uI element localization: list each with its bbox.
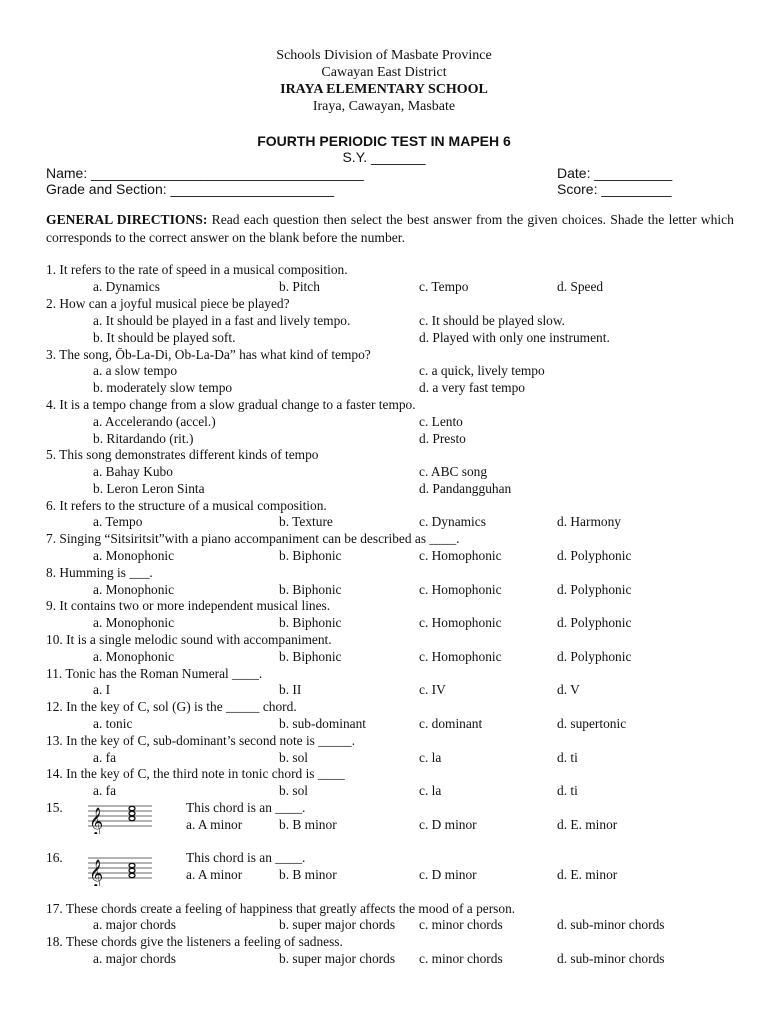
question-1: 1. It refers to the rate of speed in a musical composition. (46, 262, 348, 277)
choice-10c: c. Homophonic (419, 649, 502, 664)
test-title: FOURTH PERIODIC TEST IN MAPEH 6 (257, 133, 511, 149)
question-16: This chord is an ____. (186, 850, 306, 865)
choice-4d: d. Presto (419, 431, 466, 446)
choice-15a: a. A minor (186, 817, 243, 832)
choice-16a: a. A minor (186, 867, 243, 882)
date-field: Date: __________ (557, 165, 673, 181)
choice-6a: a. Tempo (93, 514, 143, 529)
directions-text: Read each question then select the best answer from the given choices. Shade the letter which corresponds to the correct answer on the blank before the number. (46, 212, 734, 245)
choice-9b: b. Biphonic (279, 615, 342, 630)
question-11: 11. Tonic has the Roman Numeral ____. (46, 666, 263, 681)
choice-13a: a. fa (93, 750, 117, 765)
choice-12d: d. supertonic (557, 716, 627, 731)
choice-4b: b. Ritardando (rit.) (93, 431, 194, 446)
choice-11a: a. I (93, 682, 111, 697)
choice-12c: c. dominant (419, 716, 483, 731)
choice-9c: c. Homophonic (419, 615, 502, 630)
choice-5b: b. Leron Leron Sinta (93, 481, 205, 496)
chord-notes-16 (129, 863, 135, 877)
choice-4a: a. Accelerando (accel.) (93, 414, 216, 429)
choice-7d: d. Polyphonic (557, 548, 632, 563)
choice-17c: c. minor chords (419, 917, 503, 932)
question-4: 4. It is a tempo change from a slow gradual change to a faster tempo. (46, 397, 416, 412)
choice-10a: a. Monophonic (93, 649, 175, 664)
choice-3b: b. moderately slow tempo (93, 380, 233, 395)
choice-13b: b. sol (279, 750, 309, 765)
treble-clef-icon: 𝄞 (89, 807, 104, 834)
question-13: 13. In the key of C, sub-dominant’s second note is _____. (46, 733, 356, 748)
choice-6c: c. Dynamics (419, 514, 486, 529)
choice-1a: a. Dynamics (93, 279, 160, 294)
choice-8a: a. Monophonic (93, 582, 175, 597)
choice-14a: a. fa (93, 783, 117, 798)
choice-18d: d. sub-minor chords (557, 951, 665, 966)
choice-8d: d. Polyphonic (557, 582, 632, 597)
question-18: 18. These chords give the listeners a feeling of sadness. (46, 934, 343, 949)
choice-14b: b. sol (279, 783, 309, 798)
choice-5a: a. Bahay Kubo (93, 464, 173, 479)
choice-17a: a. major chords (93, 917, 176, 932)
choice-15b: b. B minor (279, 817, 337, 832)
choice-2b: b. It should be played soft. (93, 330, 236, 345)
choice-16b: b. B minor (279, 867, 337, 882)
choice-5c: c. ABC song (419, 464, 488, 479)
choice-9a: a. Monophonic (93, 615, 175, 630)
choice-3a: a. a slow tempo (93, 363, 178, 378)
choice-2c: c. It should be played slow. (419, 313, 566, 328)
choice-17d: d. sub-minor chords (557, 917, 665, 932)
question-15: This chord is an ____. (186, 800, 306, 815)
name-field: Name: ___________________________________ (46, 165, 364, 181)
choice-10d: d. Polyphonic (557, 649, 632, 664)
choice-17b: b. super major chords (279, 917, 396, 932)
choice-7a: a. Monophonic (93, 548, 175, 563)
question-5: 5. This song demonstrates different kinds of tempo (46, 447, 319, 462)
question-8: 8. Humming is ___. (46, 565, 153, 580)
question-2: 2. How can a joyful musical piece be played? (46, 296, 290, 311)
grade-section-field: Grade and Section: _____________________ (46, 181, 335, 197)
score-field: Score: _________ (557, 181, 672, 197)
choice-13d: d. ti (557, 750, 578, 765)
chord-staff-15 (88, 800, 152, 834)
choice-9d: d. Polyphonic (557, 615, 632, 630)
treble-clef-icon: 𝄞 (89, 859, 104, 886)
choice-15c: c. D minor (419, 817, 477, 832)
choice-3d: d. a very fast tempo (419, 380, 525, 395)
choice-18c: c. minor chords (419, 951, 503, 966)
choice-18a: a. major chords (93, 951, 176, 966)
choice-12a: a. tonic (93, 716, 133, 731)
choice-11b: b. II (279, 682, 302, 697)
division-name: Schools Division of Masbate Province (276, 48, 492, 63)
school-name: IRAYA ELEMENTARY SCHOOL (280, 82, 488, 97)
question-6: 6. It refers to the structure of a musical composition. (46, 498, 327, 513)
district-name: Cawayan East District (321, 65, 447, 80)
choice-15d: d. E. minor (557, 817, 618, 832)
choice-2a: a. It should be played in a fast and lively tempo. (93, 313, 351, 328)
choice-5d: d. Pandangguhan (419, 481, 512, 496)
question-7: 7. Singing “Sitsiritsit”with a piano accompaniment can be described as ____. (46, 531, 460, 546)
question-9: 9. It contains two or more independent musical lines. (46, 598, 331, 613)
choice-2d: d. Played with only one instrument. (419, 330, 610, 345)
question-15-number: 15. (46, 800, 63, 815)
choice-16d: d. E. minor (557, 867, 618, 882)
choice-13c: c. la (419, 750, 442, 765)
choice-14c: c. la (419, 783, 442, 798)
choice-8b: b. Biphonic (279, 582, 342, 597)
choice-14d: d. ti (557, 783, 578, 798)
general-directions (46, 211, 734, 247)
question-12: 12. In the key of C, sol (G) is the _____ chord. (46, 699, 297, 714)
directions-label: GENERAL DIRECTIONS: (46, 212, 208, 227)
choice-1c: c. Tempo (419, 279, 469, 294)
choice-7b: b. Biphonic (279, 548, 342, 563)
choice-1d: d. Speed (557, 279, 604, 294)
choice-4c: c. Lento (419, 414, 463, 429)
choice-16c: c. D minor (419, 867, 477, 882)
choice-6b: b. Texture (279, 514, 333, 529)
choice-18b: b. super major chords (279, 951, 396, 966)
school-year: S.Y. _______ (342, 149, 426, 165)
choice-1b: b. Pitch (279, 279, 320, 294)
choice-12b: b. sub-dominant (279, 716, 367, 731)
choice-6d: d. Harmony (557, 514, 621, 529)
school-address: Iraya, Cawayan, Masbate (312, 99, 456, 114)
choice-3c: c. a quick, lively tempo (419, 363, 545, 378)
choice-7c: c. Homophonic (419, 548, 502, 563)
question-17: 17. These chords create a feeling of happiness that greatly affects the mood of a person. (46, 901, 516, 916)
chord-staff-16 (88, 852, 152, 886)
choice-10b: b. Biphonic (279, 649, 342, 664)
chord-notes-15 (129, 806, 135, 820)
question-16-number: 16. (46, 850, 63, 865)
choice-11d: d. V (557, 682, 580, 697)
question-3: 3. The song, Ōb-La-Di, Ob-La-Da” has what kind of tempo? (46, 347, 371, 362)
question-10: 10. It is a single melodic sound with accompaniment. (46, 632, 332, 647)
choice-11c: c. IV (419, 682, 446, 697)
question-14: 14. In the key of C, the third note in tonic chord is ____ (46, 766, 345, 781)
choice-8c: c. Homophonic (419, 582, 502, 597)
